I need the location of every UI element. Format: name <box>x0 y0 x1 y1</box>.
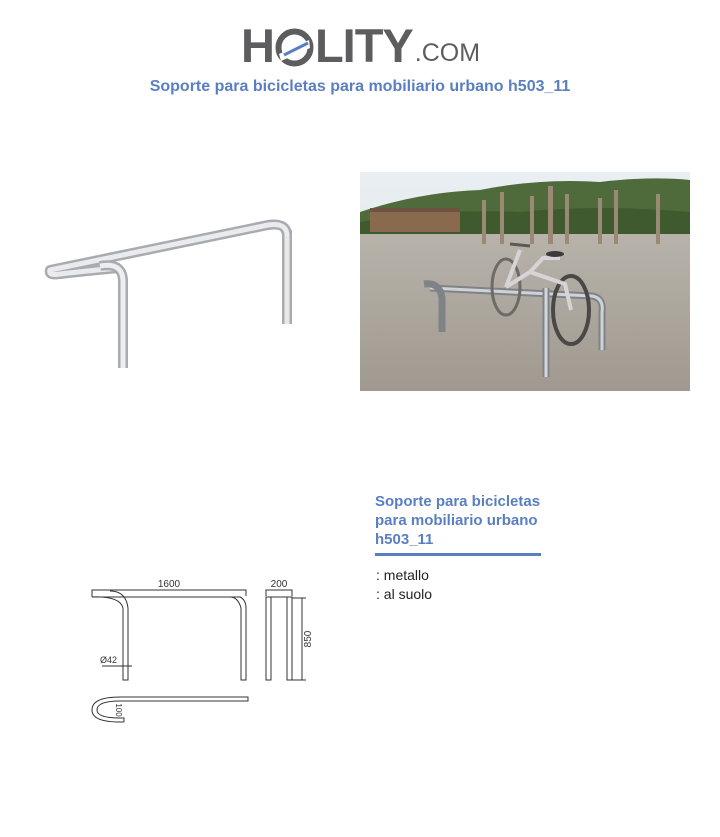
feature-item: : al suolo <box>376 586 433 602</box>
product-render-image <box>0 200 310 380</box>
logo-suffix: .COM <box>414 39 481 67</box>
technical-drawing <box>80 560 330 740</box>
product-name <box>375 492 575 549</box>
logo-globe-icon <box>275 28 314 67</box>
logo-wordmark: LITY <box>314 19 413 72</box>
logo-letter-h: H <box>241 19 274 72</box>
dimension-width: 1600 <box>157 579 181 590</box>
section-divider <box>375 553 541 556</box>
brand-logo[interactable] <box>241 14 481 72</box>
product-photo <box>360 172 690 391</box>
dimension-depth: 200 <box>270 579 288 590</box>
dimension-diameter: Ø42 <box>100 655 118 665</box>
page-title: Soporte para bicicletas para mobiliario urbano h503_11 <box>149 78 571 95</box>
feature-list <box>376 566 432 604</box>
product-name-line: h503_11 <box>375 531 434 548</box>
product-name-line: Soporte para bicicletas <box>375 493 541 510</box>
dimension-height: 850 <box>303 630 314 648</box>
dimension-bend: 100 <box>114 703 123 717</box>
product-name-line: para mobiliario urbano <box>375 512 538 529</box>
feature-item: : metallo <box>376 567 429 583</box>
